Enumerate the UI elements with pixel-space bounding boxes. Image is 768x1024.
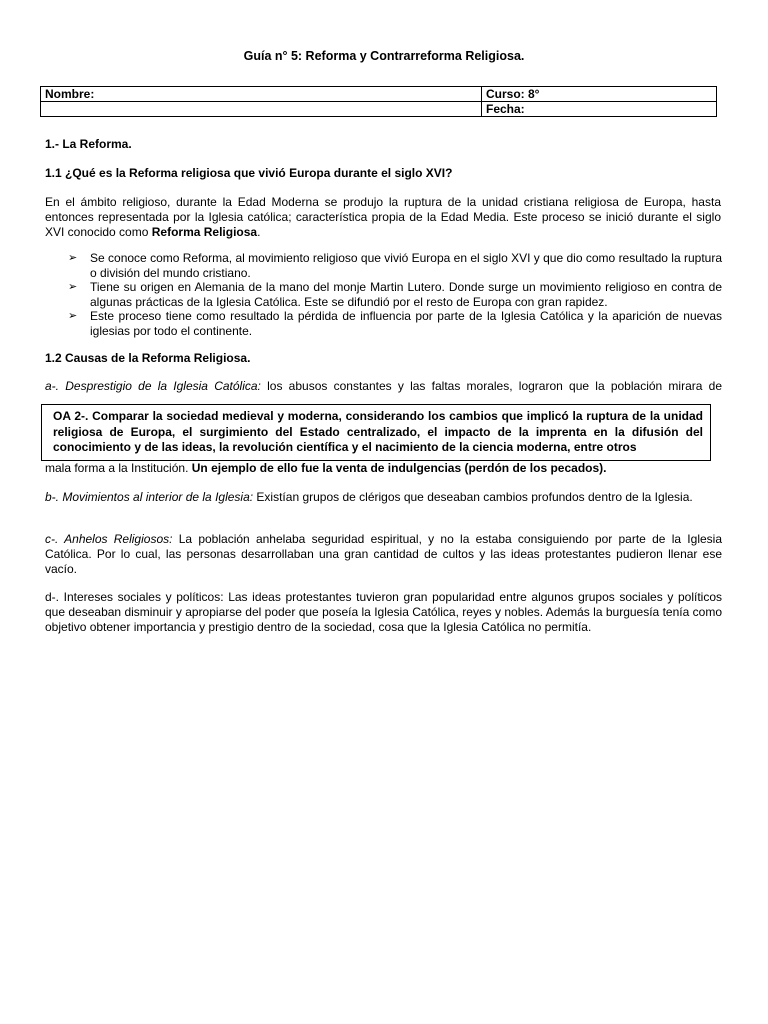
bullet-text: Tiene su origen en Alemania de la mano del monje Martin Lutero. Donde surge un movimiento religioso en contra de algunas prácticas de la Iglesia Católica. Este se difundió por el resto de Europa con gran rapidez. xyxy=(90,280,722,309)
bullet-item xyxy=(45,280,722,309)
cause-b-paragraph xyxy=(45,490,722,505)
arrow-bullet-icon: ➢ xyxy=(68,310,78,322)
question-1-1: 1.1 ¿Qué es la Reforma religiosa que vivió Europa durante el siglo XVI? xyxy=(45,166,453,180)
cause-a-label: a-. Desprestigio de la Iglesia Católica: xyxy=(45,379,261,393)
cause-a-bold-example: Un ejemplo de ello fue la venta de indulgencias (perdón de los pecados). xyxy=(191,461,607,475)
arrow-bullet-icon: ➢ xyxy=(68,252,78,264)
cause-a-line-1 xyxy=(45,379,722,394)
nombre-blank-cell xyxy=(41,102,482,117)
bullet-text: Se conoce como Reforma, al movimiento religioso que vivió Europa en el siglo XVI y que dio como resultado la ruptura o división del mundo cristiano. xyxy=(90,251,722,280)
fecha-field: Fecha: xyxy=(482,102,717,117)
bullet-item xyxy=(45,251,722,280)
document-title: Guía n° 5: Reforma y Contrarreforma Religiosa. xyxy=(243,49,525,63)
cause-a-line-2 xyxy=(45,461,722,476)
learning-objective-text xyxy=(53,409,703,456)
intro-bold-term: Reforma Religiosa xyxy=(151,225,258,239)
oa-line: religiosa de Europa, el surgimiento del Estado centralizado, el impacto de la imprenta en la difusión del xyxy=(53,424,703,439)
cause-c-label: c-. Anhelos Religiosos: xyxy=(45,532,173,546)
oa-line: conocimiento y de las ideas, la revolución científica y el nacimiento de la ciencia moderna, entre otros xyxy=(53,440,637,454)
bullet-item xyxy=(45,309,722,338)
intro-paragraph xyxy=(45,195,721,240)
cause-d-paragraph: d-. Intereses sociales y políticos: Las ideas protestantes tuvieron gran popularidad entre algunos grupos sociales y políticos que deseaban disminuir y apropiarse del poder que poseía la Iglesia Católica, reyes y nobles. Además la burguesía tenía como objetivo obtener importancia y prestigio dentro de la sociedad, cosa que la Iglesia Católica no permitía. xyxy=(45,590,722,634)
cause-c-paragraph xyxy=(45,532,722,577)
curso-field: Curso: 8° xyxy=(482,87,717,102)
bullet-list-container xyxy=(45,251,722,338)
student-info-table xyxy=(40,86,717,117)
arrow-bullet-icon: ➢ xyxy=(68,281,78,293)
cause-b-text: Existían grupos de clérigos que deseaban cambios profundos dentro de la Iglesia. xyxy=(253,490,693,504)
intro-end: . xyxy=(257,225,261,239)
cause-a-text: los abusos constantes y las faltas morales, lograron que la población mirara de xyxy=(260,379,723,393)
intro-text: En el ámbito religioso, durante la Edad Moderna se produjo la ruptura de la unidad cristiana religiosa de Europa, hasta entonces representada por la Iglesia católica; característica propia de la Edad Media. Este proceso se inició durante el siglo XVI conocido como xyxy=(45,195,721,239)
bullet-list xyxy=(45,251,722,338)
oa-line: OA 2-. Comparar la sociedad medieval y moderna, considerando los cambios que implicó la ruptura de la unidad xyxy=(53,409,703,423)
cause-a-continuation: mala forma a la Institución. xyxy=(45,461,192,475)
cause-b-label: b-. Movimientos al interior de la Iglesia: xyxy=(45,490,254,504)
nombre-field: Nombre: xyxy=(41,87,482,102)
question-1-2: 1.2 Causas de la Reforma Religiosa. xyxy=(45,351,251,365)
bullet-text: Este proceso tiene como resultado la pérdida de influencia por parte de la Iglesia Católica y la aparición de nuevas iglesias por todo el continente. xyxy=(90,309,722,338)
section-heading-reforma: 1.- La Reforma. xyxy=(45,137,132,151)
cause-c-text: La población anhelaba seguridad espiritual, y no la estaba consiguiendo por parte de la Iglesia Católica. Por lo cual, las personas desarrollaban una gran cantidad de cultos y las ideas protestantes pudieron llenar ese vacío. xyxy=(45,532,722,576)
